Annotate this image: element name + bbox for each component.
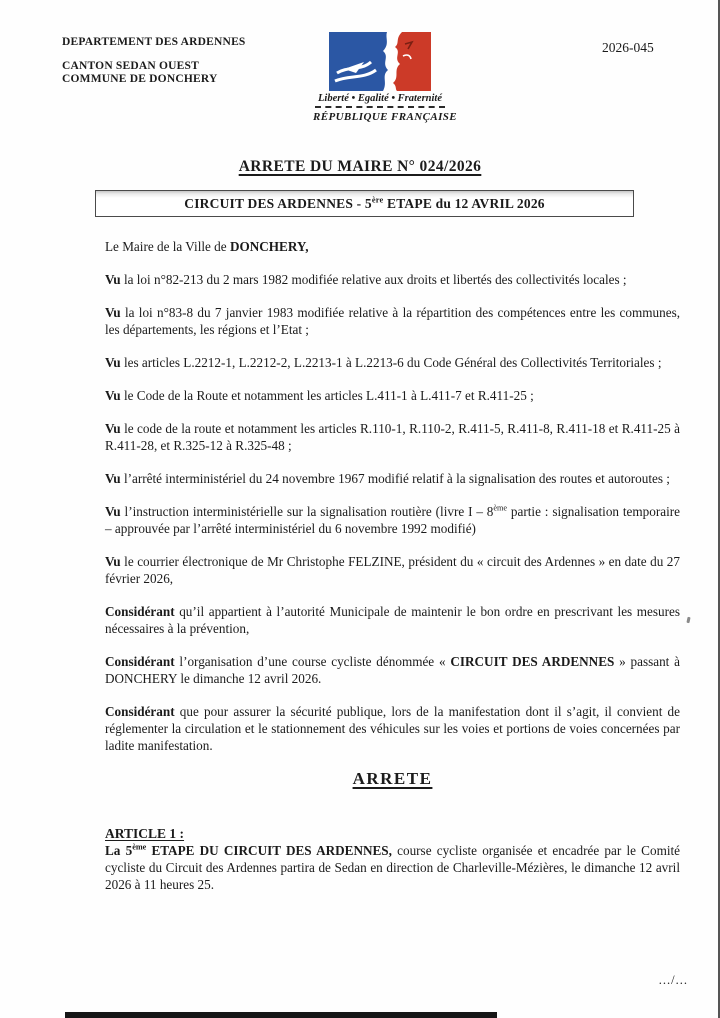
marianne-flag-icon — [329, 32, 431, 91]
paragraph — [105, 238, 680, 255]
commune-line: COMMUNE DE DONCHERY — [62, 73, 218, 85]
article-1-heading: ARTICLE 1 : — [105, 826, 185, 841]
arrete-heading — [105, 770, 680, 787]
paragraph — [105, 653, 680, 687]
continuation-mark: .../... — [658, 973, 688, 987]
text-segment: que pour assurer la sécurité publique, lors de la manifestation dont il s’agit, il convient de réglementer la circulation et le stationnement des véhicules sur les voies et portions de voies concernées par ladite manifestation. — [105, 704, 680, 753]
republic-line: RÉPUBLIQUE FRANÇAISE — [313, 111, 458, 123]
article-1 — [105, 825, 680, 893]
text-segment: ème — [132, 842, 147, 852]
text-segment: le code de la route et notamment les articles R.110-1, R.110-2, R.411-5, R.411-8, R.411-18 et R.411-25 à R.411-28, et R.325-12 à R.325-48 ; — [105, 421, 680, 453]
text-segment: Vu — [105, 471, 121, 486]
reference-number: 2026-045 — [602, 40, 654, 55]
text-segment: Considérant — [105, 704, 175, 719]
text-segment: Vu — [105, 421, 121, 436]
paragraph — [105, 354, 680, 371]
text-segment: Vu — [105, 388, 121, 403]
paragraph — [105, 703, 680, 754]
arrete-heading-text: ARRETE — [352, 769, 433, 788]
text-segment: le Code de la Route et notamment les articles L.411-1 à L.411-7 et R.411-25 ; — [120, 388, 534, 403]
document-body — [105, 238, 680, 893]
text-segment: Vu — [105, 504, 121, 519]
text-segment: l’arrêté interministériel du 24 novembre 1967 modifié relatif à la signalisation des routes et autoroutes ; — [120, 471, 670, 486]
paragraph — [105, 271, 680, 288]
text-segment: Le Maire de la Ville de — [105, 239, 230, 254]
subtitle-text — [184, 196, 544, 212]
text-segment: CIRCUIT DES ARDENNES — [450, 654, 615, 669]
scan-speck-artifact — [686, 617, 690, 623]
paragraph — [105, 603, 680, 637]
text-segment: le courrier électronique de Mr Christophe FELZINE, président du « circuit des Ardennes » en date du 27 février 2026, — [105, 554, 680, 586]
text-segment: Vu — [105, 554, 121, 569]
text-segment: CIRCUIT DES ARDENNES - 5 — [184, 195, 372, 211]
text-segment: Vu — [105, 305, 121, 320]
paragraphs — [105, 238, 680, 754]
text-segment: course cycliste organisée et encadrée par le Comité cycliste du Circuit des Ardennes partira de Sedan en direction de Charleville-Mézières, le dimanche 12 avril 2026 à 11 heures 25. — [105, 843, 681, 892]
document-title-text: ARRETE DU MAIRE N° 024/2026 — [238, 158, 482, 175]
article-1-body — [105, 842, 680, 893]
french-republic-logo — [313, 32, 458, 123]
text-segment: la loi n°83-8 du 7 janvier 1983 modifiée relative à la répartition des compétences entre les communes, les départements, les régions et l’Etat ; — [105, 305, 680, 337]
text-segment: l’instruction interministérielle sur la signalisation routière (livre I – 8 — [120, 504, 494, 519]
text-segment: ETAPE DU CIRCUIT DES ARDENNES, — [146, 843, 392, 858]
paragraph — [105, 470, 680, 487]
text-segment: La 5 — [105, 843, 133, 858]
text-segment: la loi n°82-213 du 2 mars 1982 modifiée relative aux droits et libertés des collectivités locales ; — [120, 272, 627, 287]
text-segment: les articles L.2212-1, L.2212-2, L.2213-1 à L.2213-6 du Code Général des Collectivités Territoriales ; — [120, 355, 662, 370]
text-segment: qu’il appartient à l’autorité Municipale de maintenir le bon ordre en prescrivant les mesures nécessaires à la prévention, — [105, 604, 680, 636]
issuing-authority-block — [62, 36, 246, 86]
paragraph — [105, 503, 680, 537]
text-segment: Vu — [105, 355, 121, 370]
text-segment: Vu — [105, 272, 121, 287]
text-segment: ère — [371, 195, 384, 204]
text-segment: l’organisation d’une course cycliste dénommée « — [174, 654, 451, 669]
text-segment: DONCHERY, — [229, 239, 309, 254]
motto-line: Liberté • Egalité • Fraternité — [317, 93, 442, 104]
paragraph — [105, 387, 680, 404]
text-segment: ème — [493, 503, 508, 513]
paragraph — [105, 420, 680, 454]
canton-line: CANTON SEDAN OUEST — [62, 60, 199, 72]
department-line: DEPARTEMENT DES ARDENNES — [62, 36, 246, 48]
text-segment: Considérant — [105, 604, 175, 619]
document-title — [0, 158, 720, 176]
text-segment: ETAPE du 12 AVRIL 2026 — [383, 195, 545, 211]
text-segment: » passant à DONCHERY le dimanche 12 avril 2026. — [105, 654, 680, 686]
subtitle-banner — [95, 190, 634, 217]
paragraph — [105, 304, 680, 338]
paragraph — [105, 553, 680, 587]
text-segment: Considérant — [105, 654, 175, 669]
text-segment: partie : signalisation temporaire – approuvée par l’arrêté interministériel du 6 novembre 1992 modifié) — [105, 504, 680, 536]
scan-bottom-bar-artifact — [65, 1012, 497, 1018]
logo-divider — [315, 106, 445, 108]
